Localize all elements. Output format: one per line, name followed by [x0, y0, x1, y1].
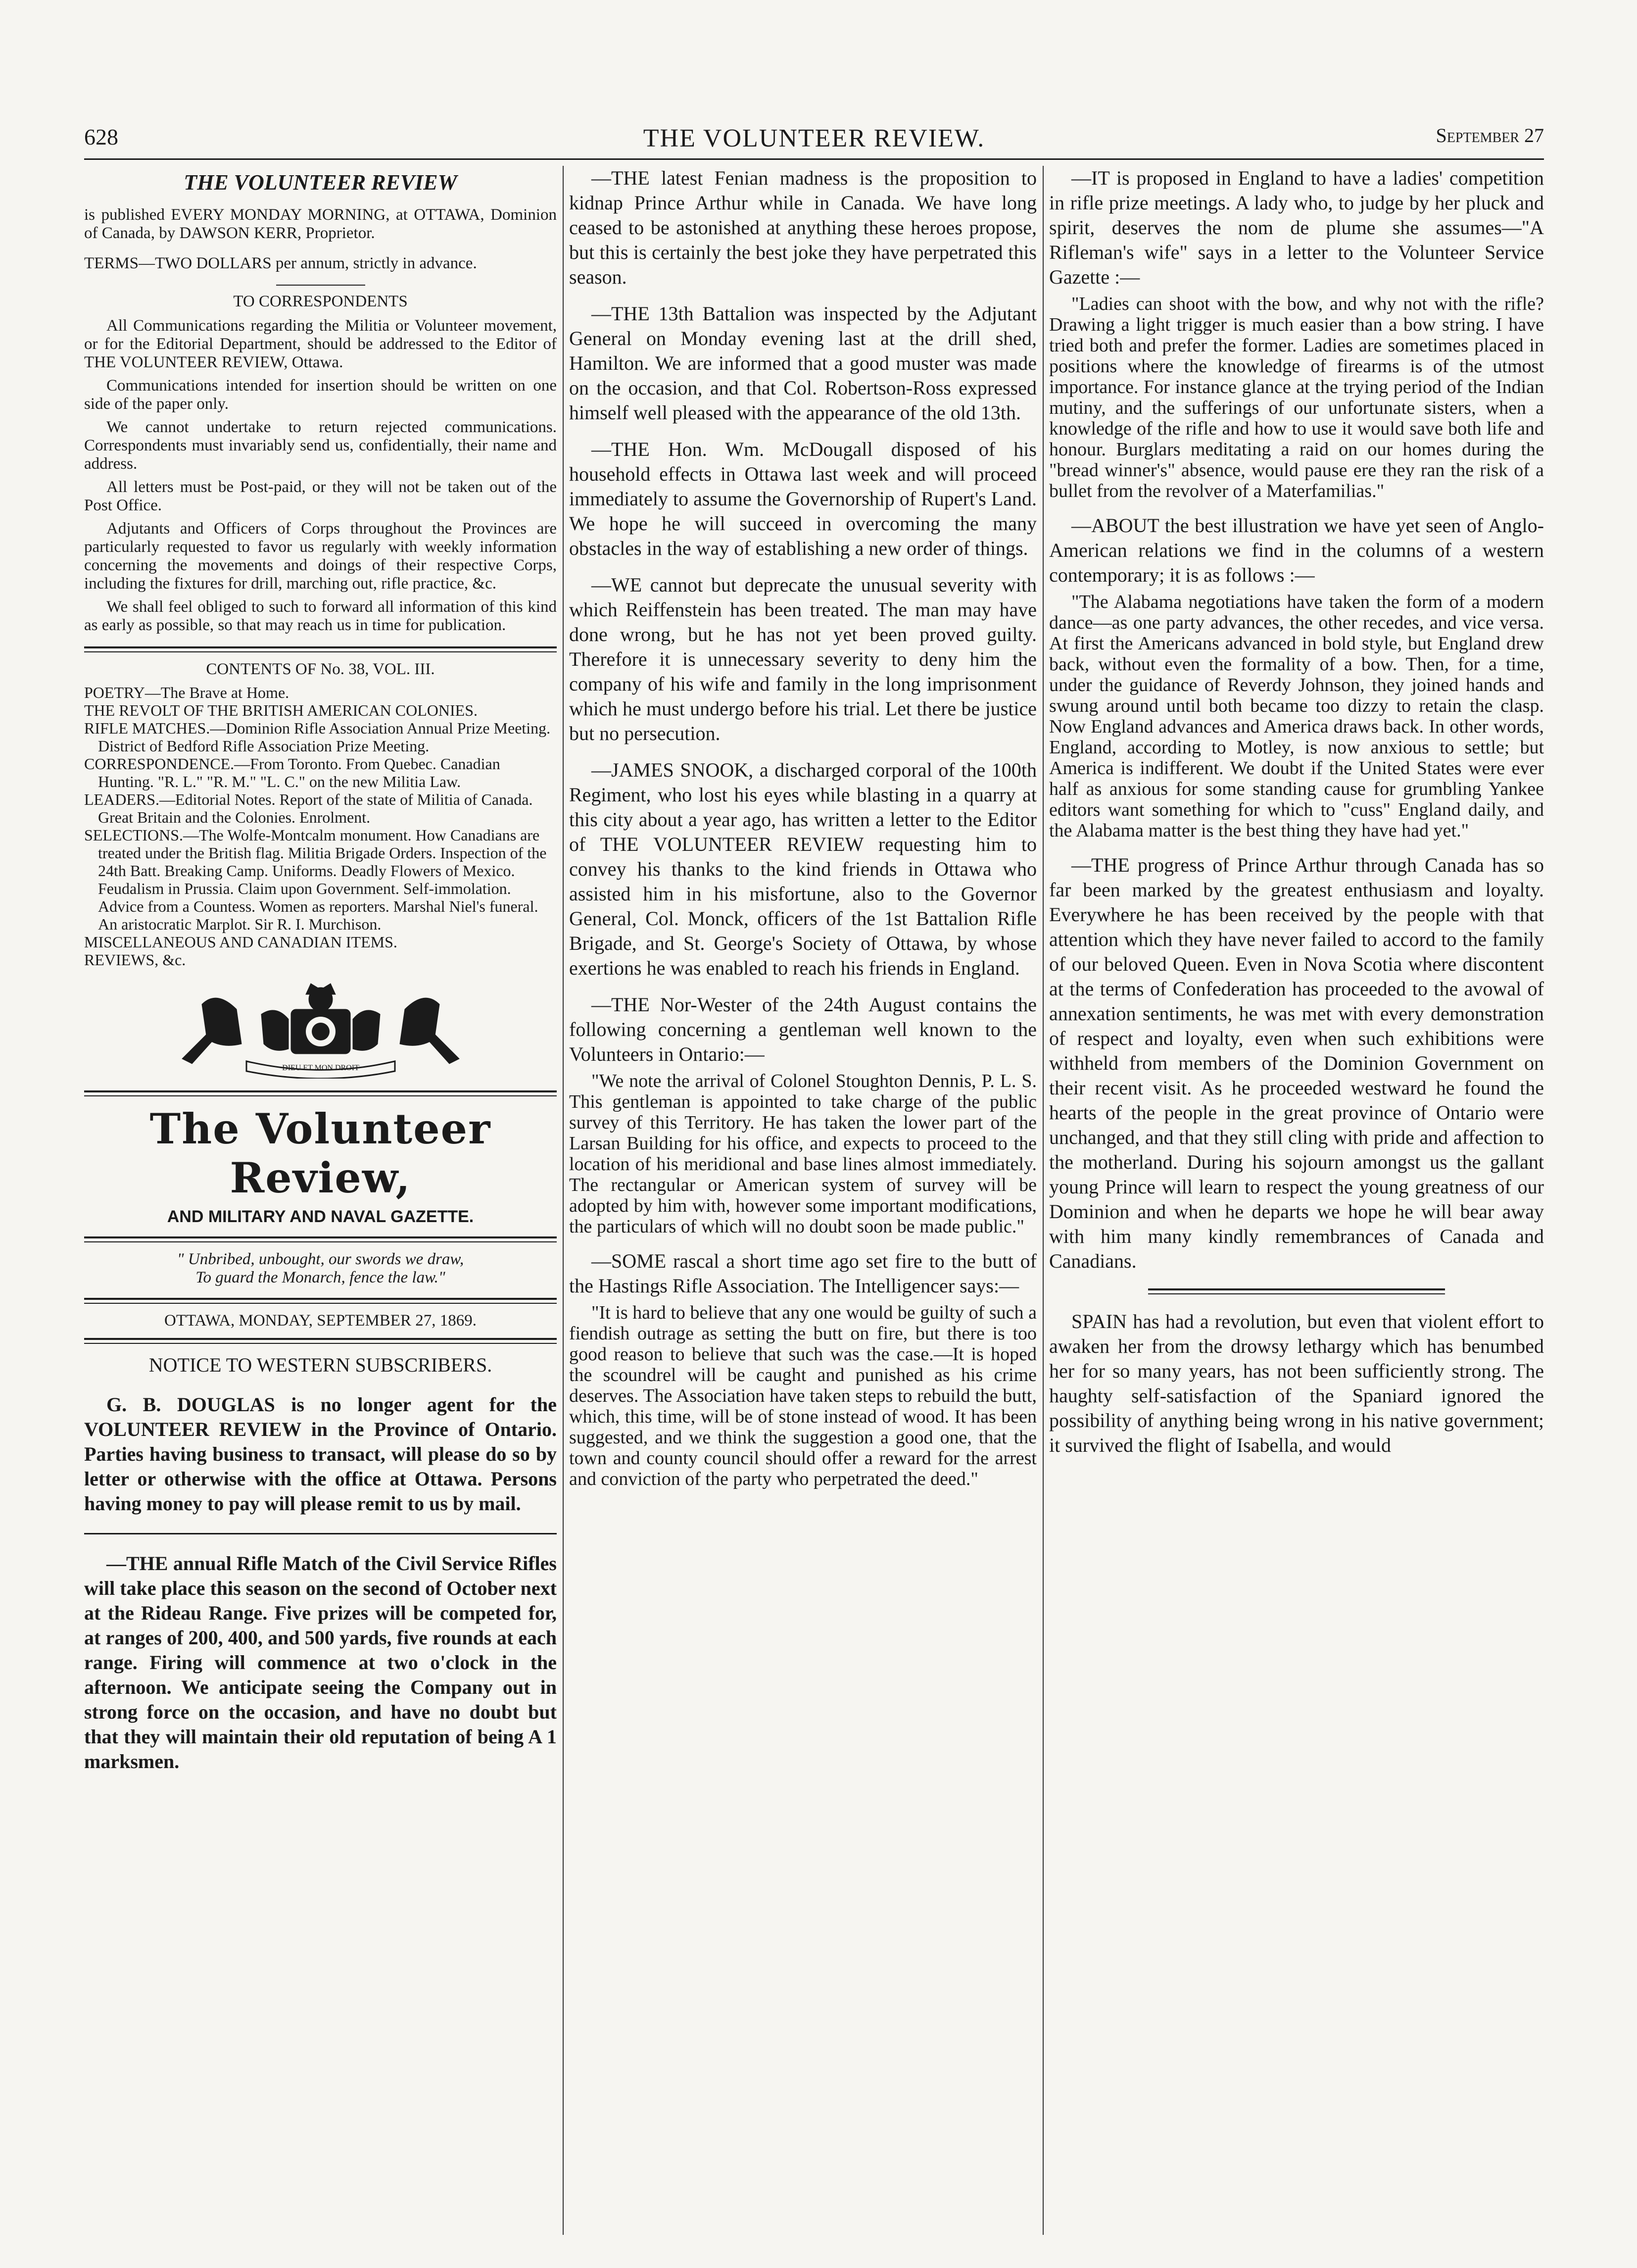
- double-rule: [84, 646, 557, 652]
- contents-item: LEADERS.—Editorial Notes. Report of the state of Militia of Canada. Great Britain and the Colonies. Enrolment.: [84, 790, 533, 826]
- correspondents-note: All letters must be Post-paid, or they will not be taken out of the Post Office.: [84, 478, 557, 514]
- contents-item: THE REVOLT OF THE BRITISH AMERICAN COLONIES.: [84, 701, 478, 719]
- column-right: [1049, 166, 1544, 2235]
- article-james-snook: —JAMES SNOOK, a discharged corporal of the 100th Regiment, who lost his eyes while blasting in a quarry at this city about a year ago, has written a letter to the Editor of THE VOLUNTEER REVIEW requesting him to convey his thanks to the kind friends in Ottawa who assisted him in his misfortune, also to the Governor General, Col. Monck, officers of the 1st Battalion Rifle Brigade, and St. George's Society of Ottawa, by whose exertions he was enabled to reach his friends in England.: [569, 759, 1037, 979]
- article-fenian: —THE latest Fenian madness is the proposition to kidnap Prince Arthur while in Canada. We have long ceased to be astonished at anything these heroes propose, but this is certainly the best joke they have perpetrated this season.: [569, 167, 1037, 288]
- contents-heading: CONTENTS OF No. 38, VOL. III.: [206, 660, 435, 678]
- publication-info: is published EVERY MONDAY MORNING, at OTTAWA, Dominion of Canada, by DAWSON KERR, Proprietor.: [84, 206, 557, 242]
- dateline: OTTAWA, MONDAY, SEPTEMBER 27, 1869.: [164, 1312, 477, 1330]
- column-divider: [563, 166, 564, 2235]
- correspondents-note: Communications intended for insertion should be written on one side of the paper only.: [84, 377, 557, 413]
- article-mcdougall: —THE Hon. Wm. McDougall disposed of his household effects in Ottawa last week and will proceed immediately to assume the Governorship of Rupert's Land. We hope he will succeed in overcoming the many obstacles in the way of establishing a new order of things.: [569, 438, 1037, 559]
- section-title: THE VOLUNTEER REVIEW: [184, 170, 457, 195]
- royal-coat-of-arms-icon: [162, 980, 479, 1079]
- article-hastings: —SOME rascal a short time ago set fire to the butt of the Hastings Rifle Association. The Intelligencer says:—: [569, 1250, 1037, 1297]
- header-date: September 27: [1436, 124, 1544, 147]
- article-nor-wester: —THE Nor-Wester of the 24th August contains the following concerning a gentleman well known to the Volunteers in Ontario:—: [569, 993, 1037, 1065]
- page-header: [84, 124, 1544, 163]
- divider: [84, 1533, 557, 1534]
- divider: [276, 285, 365, 286]
- quote-intelligencer: "It is hard to believe that any one would be guilty of such a fiendish outrage as setting the butt on fire, but there is too good reason to believe that such was the case.—It is hoped the scoundrel will be caught and punished as his crime deserves. The Association have taken steps to rebuild the butt, which, this time, will be of stone instead of wood. It has been suggested, and we think the suggestion a good one, that the town and county council should offer a reward for the arrest and conviction of the party who perpetrated the deed.": [569, 1302, 1037, 1489]
- double-rule: [84, 1338, 557, 1344]
- article-prince-arthur: —THE progress of Prince Arthur through Canada has so far been marked by the greatest enthusiasm and loyalty. Everywhere he has been received by the people with that attention which they have never failed to accord to the family of our beloved Queen. Even in Nova Scotia where discontent at the terms of Confederation has proceeded to the avowal of annexation sentiments, he was met with every demonstration of respect and loyalty, even when such exhibitions were withheld from members of the Dominion Government on their recent visit. As he proceeded westward he found the hearts of the people in the great province of Ontario were unchanged, and that they still cling with pride and affection to the motherland. During his sojourn amongst us the gallant young Prince will learn to respect the young greatness of our Dominion and when he departs we hope he will bear away with him many kindly remembrances of Canada and Canadians.: [1049, 854, 1544, 1272]
- motto-line: " Unbribed, unbought, our swords we draw,: [177, 1250, 464, 1268]
- correspondents-note: Adjutants and Officers of Corps throughout the Provinces are particularly requested to favor us regularly with weekly information concerning the movements and doings of their respective Corps, including the fixtures for drill, marching out, rifle practice, &c.: [84, 520, 557, 592]
- notice-heading: NOTICE TO WESTERN SUBSCRIBERS.: [148, 1354, 492, 1376]
- double-rule: [84, 1298, 557, 1304]
- quote-riflemans-wife: "Ladies can shoot with the bow, and why not with the rifle? Drawing a light trigger is much easier than a bow string. I have tried both and prefer the former. Ladies are sometimes placed in positions where the knowledge of firearms is of the utmost importance. For instance glance at the trying period of the Indian mutiny, and the sufferings of our unfortunate sisters, when a knowledge of the rifle and how to use it would save both life and honour. Burglars meditating a raid on our homes during the "bread winner's" absence, would pause ere they ran the risk of a bullet from the revolver of a Materfamilias.": [1049, 294, 1544, 501]
- quote-alabama: "The Alabama negotiations have taken the form of a modern dance—as one party advances, the other recedes, and vice versa. At first the Americans advanced in bold style, but England drew back, without even the formality of a bow. Then, for a time, under the guidance of Reverdy Johnson, they joined hands and swung around until both became too dizzy to retain the clasp. Now England advances and America draws back. In other words, England, according to Motley, is now anxious to settle; but America is indifferent. We doubt if the United States were ever half as anxious for some standing cause for grumbling Yankee editors want something for which to "cuss" England daily, and the Alabama matter is the best thing they have had yet.": [1049, 592, 1544, 841]
- article-reiffenstein: —WE cannot but deprecate the unusual severity with which Reiffenstein has been treated. The man may have done wrong, but he has not yet been proved guilty. Therefore it is unnecessary severity to deny him the company of his wife and family in the long imprisonment which he must undergo before his trial. Let there be justice but no persecution.: [569, 574, 1037, 744]
- contents-item: MISCELLANEOUS AND CANADIAN ITEMS.: [84, 933, 397, 951]
- page-number: 628: [84, 124, 118, 149]
- correspondents-note: All Communications regarding the Militia or Volunteer movement, or for the Editorial Department, should be addressed to the Editor of THE VOLUNTEER REVIEW, Ottawa.: [84, 317, 557, 371]
- article-anglo-american: —ABOUT the best illustration we have yet seen of Anglo-American relations we find in the columns of a western contemporary; it is as follows :—: [1049, 514, 1544, 586]
- contents-list: [84, 684, 557, 969]
- terms: TERMS—TWO DOLLARS per annum, strictly in advance.: [84, 254, 477, 272]
- article-spain: SPAIN has had a revolution, but even that violent effort to awaken her from the drowsy lethargy which has benumbed her for so many years, has not been sufficiently strong. The haughty self-satisfaction of the Spaniard ignored the possibility of anything being wrong in his native government; it survived the flight of Isabella, and would: [1049, 1310, 1544, 1456]
- running-title: THE VOLUNTEER REVIEW.: [643, 124, 985, 152]
- rifle-match-article: —THE annual Rifle Match of the Civil Service Rifles will take place this season on the second of October next at the Rideau Range. Five prizes will be competed for, at ranges of 200, 400, and 500 yards, five rounds at each range. Firing will commence at two o'clock in the afternoon. We anticipate seeing the Company out in strong force on the occasion, and have no doubt but that they will maintain their old reputation of being A 1 marksmen.: [84, 1552, 557, 1773]
- double-rule: [84, 1236, 557, 1242]
- correspondents-heading: TO CORRESPONDENTS: [233, 293, 408, 310]
- motto-ribbon: DIEU ET MON DROIT: [282, 1064, 359, 1072]
- article-ladies-competition: —IT is proposed in England to have a ladies' competition in rifle prize meetings. A lady who, to judge by her pluck and spirit, deserves the nom de plume she assumes—"A Rifleman's wife" says in a letter to the Volunteer Service Gazette :—: [1049, 167, 1544, 288]
- double-rule: [84, 1090, 557, 1096]
- masthead: The Volunteer Review,: [149, 1104, 491, 1202]
- notice-body: G. B. DOUGLAS is no longer agent for the VOLUNTEER REVIEW in the Province of Ontario. Parties having business to transact, will please do so by letter or otherwise with the office at Ottawa. Persons having money to pay will please remit to us by mail.: [84, 1393, 557, 1515]
- header-rule: [84, 158, 1544, 160]
- contents-item: SELECTIONS.—The Wolfe-Montcalm monument. How Canadians are treated under the British flag. Militia Brigade Orders. Inspection of the 24th Batt. Breaking Camp. Uniforms. Deadly Flowers of Mexico. Feudalism in Prussia. Claim upon Government. Self-immolation. Advice from a Countess. Women as reporters. Marshal Niel's funeral. An aristocratic Marplot. Sir R. I. Murchison.: [84, 826, 547, 933]
- motto-line: To guard the Monarch, fence the law.": [195, 1269, 445, 1286]
- column-middle: [569, 166, 1037, 2235]
- contents-item: RIFLE MATCHES.—Dominion Rifle Association Annual Prize Meeting. District of Bedford Rifle Association Prize Meeting.: [84, 719, 551, 755]
- contents-item: CORRESPONDENCE.—From Toronto. From Quebec. Canadian Hunting. "R. L." "R. M." "L. C." on the new Militia Law.: [84, 755, 500, 790]
- quote-nor-wester: "We note the arrival of Colonel Stoughton Dennis, P. L. S. This gentleman is appointed to take charge of the public survey of this Territory. He has taken the lower part of the Larsan Building for his office, and expects to proceed to the location of his meridional and base lines almost immediately. The rectangular or American system of survey will be adopted by him with, however some important modifications, the particulars of which will no doubt soon be made public.": [569, 1071, 1037, 1237]
- double-rule: [1148, 1288, 1445, 1294]
- column-divider: [1043, 166, 1044, 2235]
- correspondents-note: We cannot undertake to return rejected communications. Correspondents must invariably send us, confidentially, their name and address.: [84, 418, 557, 473]
- masthead-subtitle: AND MILITARY AND NAVAL GAZETTE.: [167, 1207, 474, 1226]
- correspondents-note: We shall feel obliged to such to forward all information of this kind as early as possible, so that may reach us in time for publication.: [84, 598, 557, 634]
- contents-item: REVIEWS, &c.: [84, 951, 186, 969]
- column-left: [84, 166, 557, 2235]
- article-13th-battalion: —THE 13th Battalion was inspected by the Adjutant General on Monday evening last at the drill shed, Hamilton. We are informed that a good muster was made on the occasion, and that Col. Robertson-Ross expressed himself well pleased with the appearance of the old 13th.: [569, 302, 1037, 424]
- contents-item: POETRY—The Brave at Home.: [84, 684, 289, 701]
